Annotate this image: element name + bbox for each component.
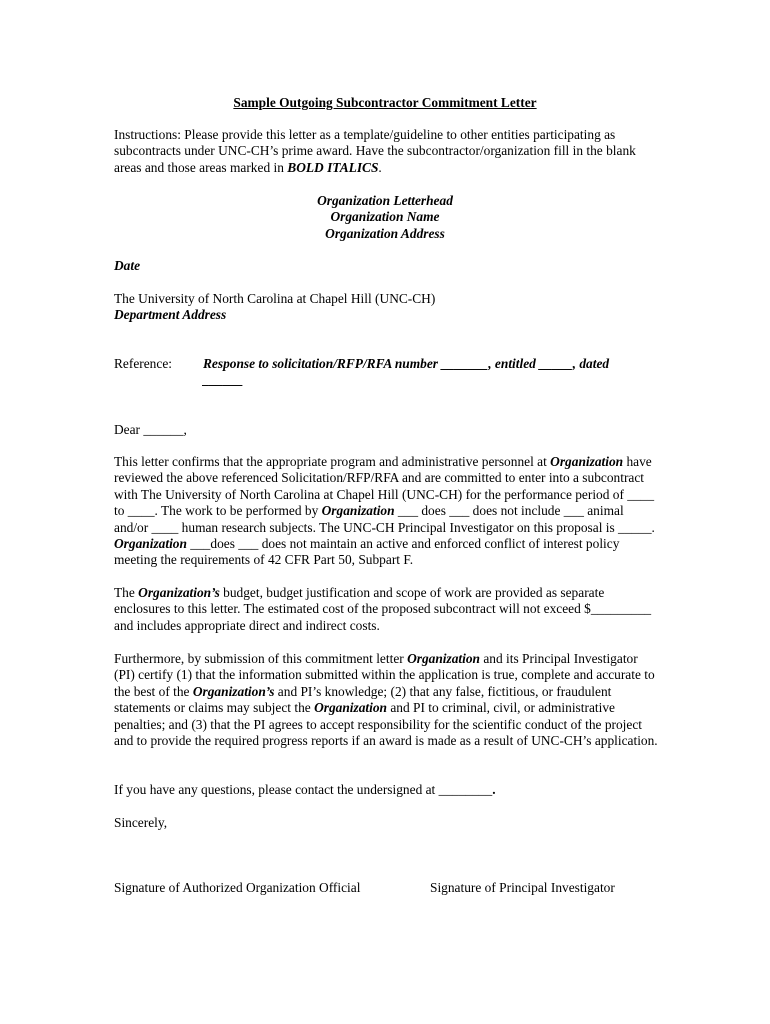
budget-paragraph <box>114 585 659 634</box>
reference-label: Reference: <box>114 356 172 371</box>
para3-org-1: Organization <box>407 651 481 666</box>
para1-text-d: ___does ___ does not maintain an active and enforced conflict of interest policy meeting the requirements of 42 CFR Part 50, Subpart F. <box>114 536 620 568</box>
closing: Sincerely, <box>114 815 168 830</box>
para3-text-c: and PI’s knowledge; (2) that any false, fictitious, or fraudulent statements or claims may subject the <box>114 683 612 716</box>
instructions-bold-italics: BOLD ITALICS <box>287 159 379 175</box>
para3-text-d: and PI to criminal, civil, or administrative penalties; and (3) that the PI agrees to accept responsibility for the scientific conduct of the project and to provide the required progress reports if an award is made as a result of UNC-CH’s application. <box>114 700 658 749</box>
para1-text-c: ___ does ___ does not include ___ animal and/or ____ human research subjects. The UNC-CH Principal Investigator on this proposal is _____. <box>114 503 655 535</box>
document-title: Sample Outgoing Subcontractor Commitment Letter <box>233 95 537 110</box>
signature-organization-official: Signature of Authorized Organization Official <box>114 880 361 895</box>
salutation: Dear ______, <box>114 422 187 437</box>
contact-line <box>114 782 659 798</box>
instructions-text: Instructions: Please provide this letter as a template/guideline to other entities participating as subcontracts under UNC-CH’s prime award. Have the subcontractor/organization fill in the blank areas and those areas marked in <box>114 127 636 175</box>
confirmation-paragraph <box>114 454 659 569</box>
para2-text-a: The <box>114 585 139 600</box>
para3-org-2: Organization’s <box>192 683 275 699</box>
signature-principal-investigator: Signature of Principal Investigator <box>430 880 615 895</box>
organization-address: Organization Address <box>325 226 445 241</box>
organization-name: Organization Name <box>330 209 440 224</box>
certification-paragraph <box>114 651 659 749</box>
recipient-name: The University of North Carolina at Chapel Hill (UNC-CH) <box>114 291 436 306</box>
instructions-paragraph <box>114 127 659 176</box>
para2-org: Organization’s <box>138 585 220 600</box>
letterhead-line: Organization Letterhead <box>317 193 453 208</box>
para3-text-b: and its Principal Investigator (PI) certify (1) that the information submitted within the application is true, complete and accurate to the best of the <box>114 651 655 699</box>
reference-text: Response to solicitation/RFP/RFA number _______, entitled _____, dated ______ <box>203 356 610 388</box>
para1-text-b: have reviewed the above referenced Solicitation/RFP/RFA and are committed to enter into a subcontract with The University of North Carolina at Chapel Hill (UNC-CH) for the performance period of ____ to ____. The work to be performed by <box>114 454 655 519</box>
para1-org-3: Organization <box>114 536 187 552</box>
contact-text: If you have any questions, please contact the undersigned at ________ <box>114 782 493 797</box>
para2-text-b: budget, budget justification and scope of work are provided as separate enclosures to this letter. The estimated cost of the proposed subcontract will not exceed $_________ and includes appropriate direct and indirect costs. <box>114 585 652 633</box>
recipient-department-address: Department Address <box>114 307 227 322</box>
instructions-end: . <box>378 159 382 175</box>
contact-period: . <box>492 782 496 797</box>
date-label: Date <box>114 258 141 273</box>
para1-text-a: This letter confirms that the appropriate program and administrative personnel at <box>114 454 551 469</box>
para3-org-3: Organization <box>314 700 387 716</box>
para1-org-1: Organization <box>550 454 624 469</box>
para1-org-2: Organization <box>321 503 395 519</box>
para3-text-a: Furthermore, by submission of this commitment letter <box>114 651 408 666</box>
